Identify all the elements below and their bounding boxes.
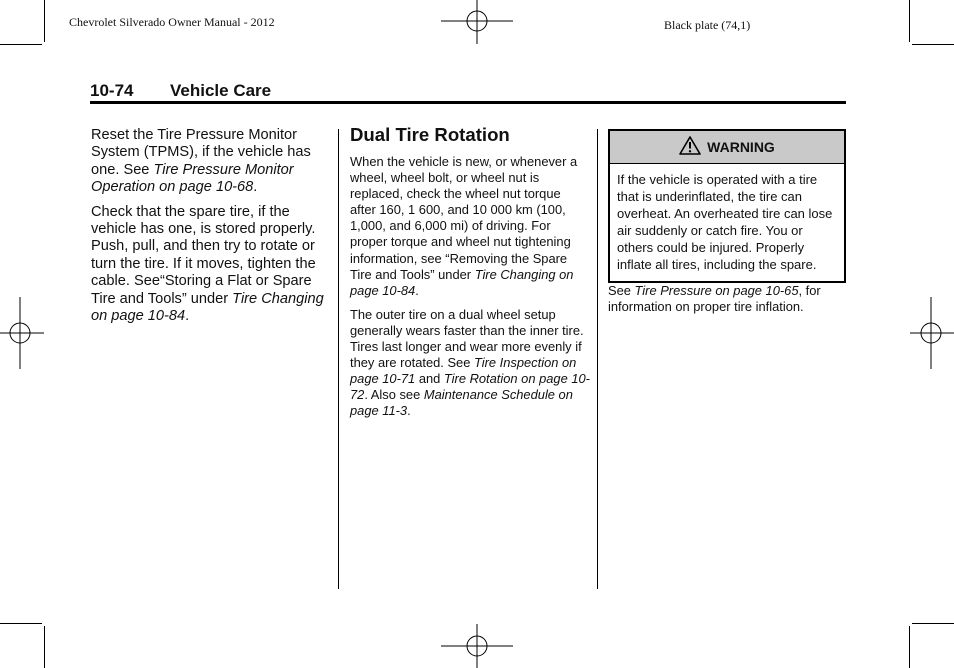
crop-mark-bottom-left-v (44, 626, 45, 668)
crop-mark-top-right-v (909, 0, 910, 42)
registration-mark-right (910, 297, 954, 369)
plate-title: Chevrolet Silverado Owner Manual - 2012 (69, 15, 275, 29)
paragraph-wheel-torque: When the vehicle is new, or whenever a wheel, wheel bolt, or wheel nut is replaced, check the wheel nut torque after 160, 1 600, and 10 000 km (100, 1,000, and 6,000 mi) of driving. For proper torque and wheel nut tightening information, see “Removing the Spare Tire and Tools” under Tire Changing on page 10-84. (350, 154, 578, 298)
crop-mark-top-right-h (912, 44, 954, 45)
plate-info: Black plate (74,1) (664, 18, 751, 32)
registration-mark-bottom (441, 624, 513, 668)
column-3 (608, 129, 846, 315)
crop-mark-bottom-right-h (912, 623, 954, 624)
column-2 (350, 124, 590, 420)
column-1 (91, 127, 331, 325)
cross-reference[interactable]: Maintenance Schedule on page 11-3 (350, 387, 573, 419)
crop-mark-bottom-left-h (0, 623, 42, 624)
warning-box (608, 129, 846, 283)
crop-mark-top-left-h (0, 44, 42, 45)
section-title: Vehicle Care (170, 81, 272, 100)
registration-mark-top (441, 0, 513, 44)
cross-reference[interactable]: Tire Pressure on page 10-65 (634, 283, 799, 298)
crop-mark-bottom-right-v (909, 626, 910, 668)
crop-mark-top-left-v (44, 0, 45, 42)
cross-reference[interactable]: Tire Inspection on page 10-71 (350, 355, 577, 387)
cross-reference[interactable]: Tire Rotation on page 10-72 (350, 371, 590, 403)
header-rule (90, 101, 846, 104)
paragraph-spare-tire: Check that the spare tire, if the vehicle has one, is stored properly. Push, pull, and then try to rotate or turn the tire. If it moves, tighten the cable. See“Storing a Flat or Spare Tire and Tools” under Tire Changing on page 10-84. (91, 203, 324, 325)
page-number: 10-74 (90, 81, 134, 100)
cross-reference[interactable]: Tire Changing on page 10-84 (350, 266, 574, 298)
cross-reference[interactable]: Tire Changing on page 10-84 (91, 290, 324, 325)
warning-text: If the vehicle is operated with a tire that is underinflated, the tire can overheat. An overheated tire can lose air suddenly or catch fire. You or others could be injured. Properly inflate all tires, including the spare. (617, 172, 833, 272)
warning-label: WARNING (707, 139, 775, 155)
registration-mark-left (0, 297, 44, 369)
paragraph-reset-tpms: Reset the Tire Pressure Monitor System (TPMS), if the vehicle has one. See Tire Pressure Monitor Operation on page 10-68. (91, 127, 311, 196)
paragraph-outer-tire: The outer tire on a dual wheel setup generally wears faster than the inner tire. Tires last longer and wear more evenly if they are rotated. See Tire Inspection on page 10-71 and Tire Rotation on page 10-72. Also see Maintenance Schedule on page 11-3. (350, 306, 590, 419)
warning-triangle-icon (679, 136, 701, 158)
column-divider-2 (597, 129, 598, 589)
cross-reference[interactable]: Tire Pressure Monitor Operation on page 10-68 (91, 161, 294, 196)
warning-header (610, 131, 844, 164)
column-divider-1 (338, 129, 339, 589)
section-heading: Dual Tire Rotation (350, 124, 510, 145)
paragraph-tire-pressure: See Tire Pressure on page 10-65, for information on proper tire inflation. (608, 283, 821, 315)
